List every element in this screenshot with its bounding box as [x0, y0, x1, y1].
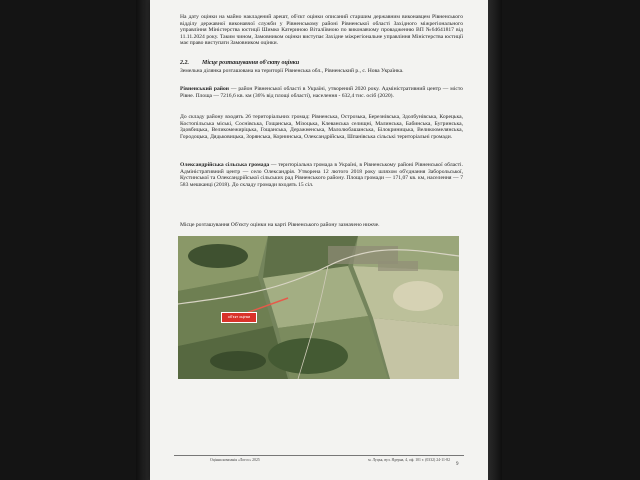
section-number: 2.2. [180, 60, 189, 66]
district-paragraph [180, 86, 463, 99]
community-paragraph [180, 162, 463, 188]
footer-divider [174, 455, 464, 456]
location-text: Земельна ділянка розташована на території Рівненська обл., Рівненський р., с. Нова Українка. [180, 68, 404, 74]
district-text: — район Рівненської області в Україні, утворений 2020 року. Адміністративний центр — місто Рівне. Площа — 7216,6 кв. км (36% від площі області), населення - 632,4 тис. осіб (2020). [180, 86, 463, 99]
community-text: — територіальна громада в Україні, в Рівненському районі Рівненської області. Адміністративний центр — село Олександрія. Утворена 12 лютого 2018 року шляхом об'єднання Заборольської, Кустинської та Олександрійської сільських рад Рівненського району. Площа громади — 171,07 кв. км, населення — 7 583 мешканці (2018). До складу громади входять 15 сіл. [180, 162, 463, 188]
footer [210, 458, 450, 462]
document-page [150, 0, 488, 480]
section-heading [180, 60, 299, 66]
map-caption: Місце розташування Об'єкту оцінки на карті Рівненського району зазначено нижче. [180, 222, 380, 228]
footer-right: м. Луцьк, вул. Ядерна, 4, оф. 101 т. (0332) 24-11-82 [368, 458, 450, 462]
satellite-map-image [178, 236, 459, 379]
scan-shadow-right [488, 0, 502, 480]
footer-left: Оцінна компанія «Логос» 2025 [210, 458, 260, 462]
page-number: 9 [456, 462, 459, 467]
map-marker-label: об'єкт оцінки [221, 312, 257, 323]
communities-paragraph: До складу району входять 26 територіальних громад: Рівненська, Острозька, Березнівська, Здолбунівська, Корецька, Костопільська міські, Соснівська, Гощанська, Мізоцька, Клеванська селищні, Малинська, Бабинська, Бугринська, Здовбицька, Великомежиріцька, Гощанська, Деражненська, Малолюбашанська, Білокриницька, Великоомелянська, Городоцька, Дядьковицька, Зорянська, Корнинська, Олександрійська, Шпанівська сільські територіальні громади. [180, 114, 463, 140]
section-title: Місце розташування об'єкту оцінки [202, 60, 300, 66]
community-name: Олександрійська сільська громада [180, 162, 270, 168]
intro-paragraph: На дату оцінки на майно накладений арешт, об'єкт оцінки описаний старшим державним виконавцем Рівненського відділу державної виконавчої служби у Рівненському районі Рівненської області Західного міжрегіонального управління Міністерства юстиції Шимко Катериною Віталіївною по виконавчому провадженню ВП №64641817 від 11.11.2024 року. Таким чином, Замовником оцінки виступає Західне міжрегіональне управління Міністерства юстиції має право виступати Замовником оцінки. [180, 14, 463, 47]
satellite-map [178, 236, 459, 379]
scan-shadow-left [136, 0, 150, 480]
district-name: Рівненський район [180, 86, 230, 92]
